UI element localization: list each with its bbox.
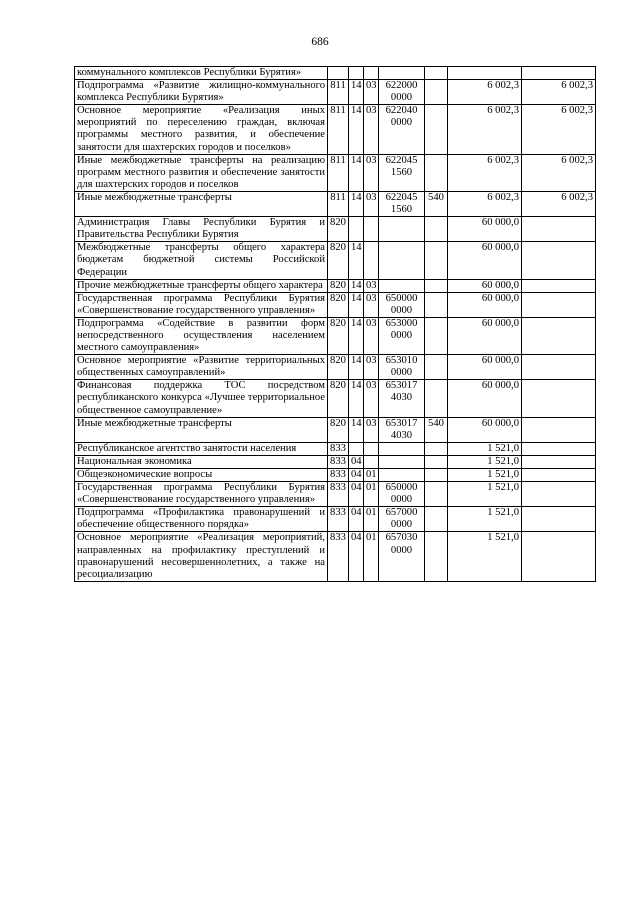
amount-cell: 1 521,0 bbox=[448, 469, 522, 482]
amount-2-cell bbox=[522, 442, 596, 455]
amount-cell: 60 000,0 bbox=[448, 380, 522, 417]
budget-table bbox=[74, 66, 596, 582]
expense-type-cell bbox=[425, 80, 448, 105]
amount-cell: 6 002,3 bbox=[448, 154, 522, 191]
amount-cell: 60 000,0 bbox=[448, 242, 522, 279]
admin-code-cell: 833 bbox=[328, 507, 349, 532]
admin-code-cell: 833 bbox=[328, 442, 349, 455]
expense-type-cell bbox=[425, 279, 448, 292]
table-row bbox=[75, 292, 596, 317]
admin-code-cell: 833 bbox=[328, 532, 349, 581]
admin-code-cell: 820 bbox=[328, 317, 349, 354]
target-article-cell: 622040 0000 bbox=[379, 105, 425, 154]
amount-cell: 60 000,0 bbox=[448, 292, 522, 317]
row-name-cell: Государственная программа Республики Бурятия «Совершенствование государственного управления» bbox=[75, 482, 328, 507]
subsection-code-cell bbox=[364, 242, 379, 279]
subsection-code-cell bbox=[364, 442, 379, 455]
expense-type-cell bbox=[425, 442, 448, 455]
row-name-cell: Прочие межбюджетные трансферты общего характера bbox=[75, 279, 328, 292]
target-article-cell: 650000 0000 bbox=[379, 292, 425, 317]
expense-type-cell bbox=[425, 105, 448, 154]
table-row bbox=[75, 532, 596, 581]
expense-type-cell bbox=[425, 154, 448, 191]
admin-code-cell: 833 bbox=[328, 469, 349, 482]
expense-type-cell bbox=[425, 455, 448, 468]
admin-code-cell: 820 bbox=[328, 417, 349, 442]
amount-2-cell bbox=[522, 380, 596, 417]
section-code-cell: 14 bbox=[349, 242, 364, 279]
table-row bbox=[75, 469, 596, 482]
amount-cell: 60 000,0 bbox=[448, 355, 522, 380]
row-name-cell: Подпрограмма «Содействие в развитии форм непосредственного осуществления населением местного самоуправления» bbox=[75, 317, 328, 354]
target-article-cell: 657030 0000 bbox=[379, 532, 425, 581]
admin-code-cell: 820 bbox=[328, 380, 349, 417]
expense-type-cell bbox=[425, 67, 448, 80]
amount-2-cell bbox=[522, 532, 596, 581]
row-name-cell: Основное мероприятие «Развитие территориальных общественных самоуправлений» bbox=[75, 355, 328, 380]
table-row bbox=[75, 217, 596, 242]
section-code-cell: 14 bbox=[349, 380, 364, 417]
target-article-cell bbox=[379, 279, 425, 292]
admin-code-cell: 811 bbox=[328, 191, 349, 216]
amount-cell: 1 521,0 bbox=[448, 532, 522, 581]
row-name-cell: Национальная экономика bbox=[75, 455, 328, 468]
amount-2-cell bbox=[522, 317, 596, 354]
target-article-cell: 653010 0000 bbox=[379, 355, 425, 380]
row-name-cell: Администрация Главы Республики Бурятия и Правительства Республики Бурятия bbox=[75, 217, 328, 242]
admin-code-cell: 820 bbox=[328, 292, 349, 317]
expense-type-cell bbox=[425, 217, 448, 242]
table-row bbox=[75, 417, 596, 442]
amount-2-cell: 6 002,3 bbox=[522, 154, 596, 191]
amount-cell: 60 000,0 bbox=[448, 279, 522, 292]
target-article-cell bbox=[379, 242, 425, 279]
section-code-cell: 14 bbox=[349, 154, 364, 191]
subsection-code-cell: 03 bbox=[364, 292, 379, 317]
expense-type-cell: 540 bbox=[425, 191, 448, 216]
amount-2-cell bbox=[522, 292, 596, 317]
row-name-cell: Иные межбюджетные трансферты bbox=[75, 191, 328, 216]
budget-table-body bbox=[75, 67, 596, 582]
subsection-code-cell bbox=[364, 217, 379, 242]
row-name-cell: Подпрограмма «Профилактика правонарушений и обеспечение общественного порядка» bbox=[75, 507, 328, 532]
subsection-code-cell: 03 bbox=[364, 317, 379, 354]
table-row bbox=[75, 105, 596, 154]
amount-2-cell: 6 002,3 bbox=[522, 80, 596, 105]
target-article-cell: 650000 0000 bbox=[379, 482, 425, 507]
amount-2-cell bbox=[522, 469, 596, 482]
target-article-cell: 622000 0000 bbox=[379, 80, 425, 105]
row-name-cell: Подпрограмма «Развитие жилищно-коммунального комплекса Республики Бурятия» bbox=[75, 80, 328, 105]
subsection-code-cell bbox=[364, 455, 379, 468]
subsection-code-cell bbox=[364, 67, 379, 80]
expense-type-cell bbox=[425, 507, 448, 532]
amount-cell: 1 521,0 bbox=[448, 482, 522, 507]
subsection-code-cell: 01 bbox=[364, 507, 379, 532]
amount-2-cell bbox=[522, 482, 596, 507]
row-name-cell: Основное мероприятие «Реализация иных мероприятий по переселению граждан, включая программы местного развития, и обеспечение занятости для шахтерских городов и поселков» bbox=[75, 105, 328, 154]
section-code-cell: 14 bbox=[349, 292, 364, 317]
target-article-cell: 653017 4030 bbox=[379, 417, 425, 442]
admin-code-cell: 820 bbox=[328, 355, 349, 380]
row-name-cell: Иные межбюджетные трансферты на реализацию программ местного развития и обеспечение занятости для шахтерских городов и поселков bbox=[75, 154, 328, 191]
section-code-cell: 04 bbox=[349, 455, 364, 468]
amount-cell: 6 002,3 bbox=[448, 191, 522, 216]
amount-cell bbox=[448, 67, 522, 80]
table-row bbox=[75, 442, 596, 455]
section-code-cell: 14 bbox=[349, 191, 364, 216]
target-article-cell bbox=[379, 217, 425, 242]
admin-code-cell: 820 bbox=[328, 279, 349, 292]
row-name-cell: Основное мероприятие «Реализация мероприятий, направленных на профилактику преступлений и правонарушений несовершеннолетних, а также на ресоциализацию bbox=[75, 532, 328, 581]
subsection-code-cell: 03 bbox=[364, 279, 379, 292]
section-code-cell: 14 bbox=[349, 80, 364, 105]
amount-cell: 1 521,0 bbox=[448, 455, 522, 468]
admin-code-cell: 820 bbox=[328, 242, 349, 279]
section-code-cell: 04 bbox=[349, 469, 364, 482]
target-article-cell bbox=[379, 469, 425, 482]
expense-type-cell bbox=[425, 380, 448, 417]
amount-2-cell bbox=[522, 217, 596, 242]
target-article-cell: 622045 1560 bbox=[379, 191, 425, 216]
admin-code-cell: 820 bbox=[328, 217, 349, 242]
row-name-cell: Государственная программа Республики Бурятия «Совершенствование государственного управления» bbox=[75, 292, 328, 317]
row-name-cell: коммунального комплексов Республики Бурятия» bbox=[75, 67, 328, 80]
subsection-code-cell: 03 bbox=[364, 80, 379, 105]
amount-2-cell bbox=[522, 507, 596, 532]
table-row bbox=[75, 482, 596, 507]
table-row bbox=[75, 317, 596, 354]
subsection-code-cell: 01 bbox=[364, 532, 379, 581]
table-row bbox=[75, 154, 596, 191]
expense-type-cell bbox=[425, 482, 448, 507]
section-code-cell bbox=[349, 67, 364, 80]
section-code-cell: 14 bbox=[349, 355, 364, 380]
target-article-cell: 622045 1560 bbox=[379, 154, 425, 191]
amount-2-cell bbox=[522, 355, 596, 380]
section-code-cell: 14 bbox=[349, 105, 364, 154]
row-name-cell: Иные межбюджетные трансферты bbox=[75, 417, 328, 442]
expense-type-cell bbox=[425, 242, 448, 279]
target-article-cell: 657000 0000 bbox=[379, 507, 425, 532]
section-code-cell: 14 bbox=[349, 417, 364, 442]
admin-code-cell: 811 bbox=[328, 80, 349, 105]
subsection-code-cell: 01 bbox=[364, 482, 379, 507]
table-row bbox=[75, 380, 596, 417]
section-code-cell: 14 bbox=[349, 317, 364, 354]
amount-2-cell bbox=[522, 67, 596, 80]
subsection-code-cell: 03 bbox=[364, 191, 379, 216]
section-code-cell bbox=[349, 442, 364, 455]
table-row bbox=[75, 279, 596, 292]
table-row bbox=[75, 80, 596, 105]
admin-code-cell: 811 bbox=[328, 105, 349, 154]
amount-2-cell bbox=[522, 455, 596, 468]
section-code-cell: 04 bbox=[349, 482, 364, 507]
expense-type-cell bbox=[425, 292, 448, 317]
admin-code-cell: 811 bbox=[328, 154, 349, 191]
target-article-cell: 653017 4030 bbox=[379, 380, 425, 417]
expense-type-cell bbox=[425, 355, 448, 380]
section-code-cell: 14 bbox=[349, 279, 364, 292]
section-code-cell bbox=[349, 217, 364, 242]
section-code-cell: 04 bbox=[349, 507, 364, 532]
amount-2-cell bbox=[522, 417, 596, 442]
target-article-cell: 653000 0000 bbox=[379, 317, 425, 354]
subsection-code-cell: 03 bbox=[364, 380, 379, 417]
expense-type-cell: 540 bbox=[425, 417, 448, 442]
row-name-cell: Межбюджетные трансферты общего характера бюджетам бюджетной системы Российской Федерации bbox=[75, 242, 328, 279]
target-article-cell bbox=[379, 442, 425, 455]
expense-type-cell bbox=[425, 317, 448, 354]
table-row bbox=[75, 507, 596, 532]
table-row bbox=[75, 355, 596, 380]
amount-2-cell bbox=[522, 242, 596, 279]
amount-cell: 60 000,0 bbox=[448, 217, 522, 242]
subsection-code-cell: 03 bbox=[364, 154, 379, 191]
admin-code-cell: 833 bbox=[328, 455, 349, 468]
amount-cell: 6 002,3 bbox=[448, 105, 522, 154]
row-name-cell: Общеэкономические вопросы bbox=[75, 469, 328, 482]
expense-type-cell bbox=[425, 469, 448, 482]
amount-cell: 1 521,0 bbox=[448, 442, 522, 455]
subsection-code-cell: 03 bbox=[364, 355, 379, 380]
admin-code-cell: 833 bbox=[328, 482, 349, 507]
table-row bbox=[75, 455, 596, 468]
amount-cell: 1 521,0 bbox=[448, 507, 522, 532]
table-row bbox=[75, 191, 596, 216]
target-article-cell bbox=[379, 67, 425, 80]
subsection-code-cell: 03 bbox=[364, 105, 379, 154]
row-name-cell: Финансовая поддержка ТОС посредством республиканского конкурса «Лучшее территориальное общественное самоуправление» bbox=[75, 380, 328, 417]
target-article-cell bbox=[379, 455, 425, 468]
expense-type-cell bbox=[425, 532, 448, 581]
amount-cell: 6 002,3 bbox=[448, 80, 522, 105]
subsection-code-cell: 03 bbox=[364, 417, 379, 442]
amount-2-cell: 6 002,3 bbox=[522, 191, 596, 216]
subsection-code-cell: 01 bbox=[364, 469, 379, 482]
section-code-cell: 04 bbox=[349, 532, 364, 581]
table-row bbox=[75, 67, 596, 80]
admin-code-cell bbox=[328, 67, 349, 80]
amount-cell: 60 000,0 bbox=[448, 417, 522, 442]
table-row bbox=[75, 242, 596, 279]
amount-2-cell bbox=[522, 279, 596, 292]
page-number: 686 bbox=[311, 36, 329, 48]
amount-cell: 60 000,0 bbox=[448, 317, 522, 354]
row-name-cell: Республиканское агентство занятости населения bbox=[75, 442, 328, 455]
amount-2-cell: 6 002,3 bbox=[522, 105, 596, 154]
